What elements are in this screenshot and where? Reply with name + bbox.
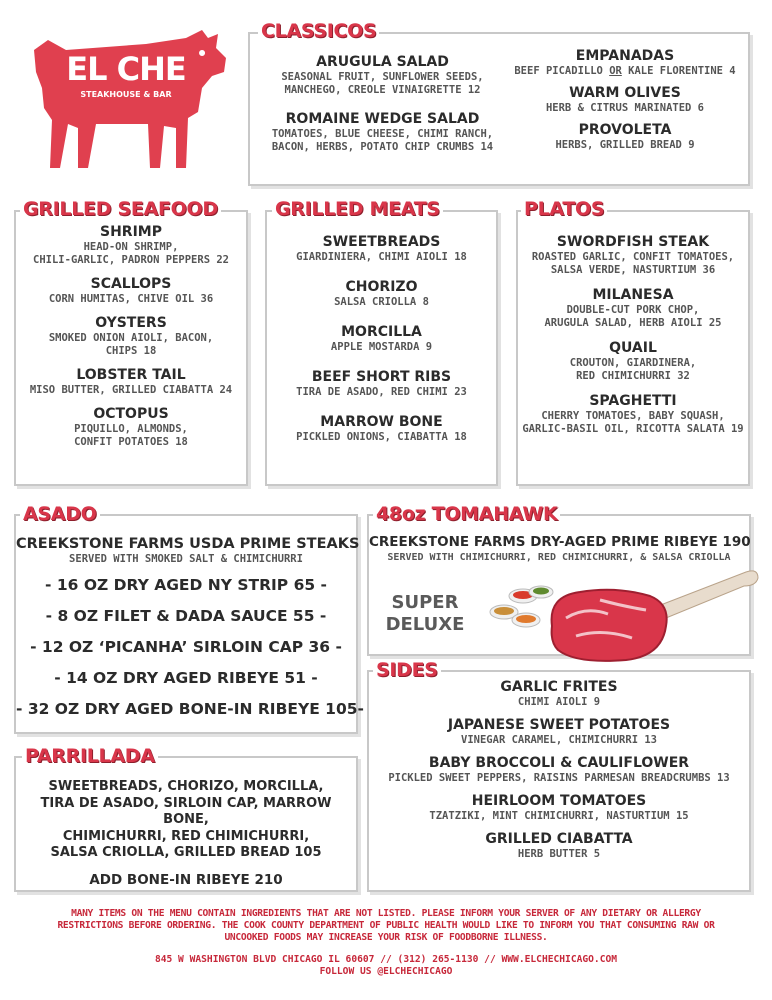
steak-option: - 12 OZ ‘PICANHA’ SIRLOIN CAP 36 - xyxy=(30,638,342,656)
menu-item xyxy=(518,340,748,383)
section-title-tomahawk: 48oz TOMAHAWK xyxy=(373,503,560,525)
footer-address: 845 W WASHINGTON BLVD CHICAGO IL 60607 // (312) 265-1130 // WWW.ELCHECHICAGO.COM xyxy=(154,954,618,965)
footer-disclaimer: MANY ITEMS ON THE MENU CONTAIN INGREDIENTS THAT ARE NOT LISTED. PLEASE INFORM YOUR SERVER OF ANY DIETARY OR ALLERGY RESTRICTIONS BEFORE ORDERING. THE COOK COUNTY DEPARTMENT OF PUBLIC HEALTH WOULD LIKE TO INFORM YOU THAT CONSUMING RAW OR UNCOOKED FOODS MAY INCREASE YOUR RISK OF FOODBORNE ILLNESS. xyxy=(57,908,715,943)
tomahawk-heading: CREEKSTONE FARMS DRY-AGED PRIME RIBEYE 190 xyxy=(369,534,751,550)
section-title-meats: GRILLED MEATS xyxy=(272,198,443,220)
item-description: TOMATOES, BLUE CHEESE, CHIMI RANCH, BACON, HERBS, POTATO CHIP CRUMBS 14 xyxy=(271,128,494,153)
item-description: HERB BUTTER 5 xyxy=(517,848,601,860)
menu-item xyxy=(16,276,246,306)
parrillada-body: SWEETBREADS, CHORIZO, MORCILLA, TIRA DE ASADO, SIRLOIN CAP, MARROW BONE, CHIMICHURRI, RED CHIMICHURRI, SALSA CRIOLLA, GRILLED BREAD 105 xyxy=(40,779,332,860)
desc-part: KALE FLORENTINE 4 xyxy=(621,65,736,77)
clasicos-left-column xyxy=(260,54,505,163)
section-title-sides: SIDES xyxy=(373,659,441,681)
item-description: HERB & CITRUS MARINATED 6 xyxy=(545,102,705,114)
item-name: OCTOPUS xyxy=(93,406,169,422)
item-name: WARM OLIVES xyxy=(569,85,681,101)
item-name: MORCILLA xyxy=(341,324,422,340)
item-description: SEASONAL FRUIT, SUNFLOWER SEEDS, MANCHEGO, CREOLE VINAIGRETTE 12 xyxy=(281,71,484,96)
steak-option: - 14 OZ DRY AGED RIBEYE 51 - xyxy=(54,669,318,687)
logo-tagline: STEAKHOUSE & BAR xyxy=(80,90,172,99)
item-name: SWORDFISH STEAK xyxy=(556,234,710,250)
item-description: SALSA CRIOLLA 8 xyxy=(334,296,429,308)
desc-or: OR xyxy=(609,65,622,77)
item-description: DOUBLE-CUT PORK CHOP, ARUGULA SALAD, HERB AIOLI 25 xyxy=(544,304,722,329)
platos-list xyxy=(518,234,748,445)
item-description: VINEGAR CARAMEL, CHIMICHURRI 13 xyxy=(461,734,657,746)
menu-item xyxy=(369,793,749,823)
item-description: SMOKED ONION AIOLI, BACON, CHIPS 18 xyxy=(48,332,214,357)
steak-option: - 8 OZ FILET & DADA SAUCE 55 - xyxy=(45,607,327,625)
asado-heading: CREEKSTONE FARMS USDA PRIME STEAKS xyxy=(16,536,360,552)
meats-list xyxy=(267,234,496,453)
item-description: CHIMI AIOLI 9 xyxy=(517,696,601,708)
steak-option: - 16 OZ DRY AGED NY STRIP 65 - xyxy=(45,576,327,594)
item-description: ROASTED GARLIC, CONFIT TOMATOES, SALSA VERDE, NASTURTIUM 36 xyxy=(531,251,735,276)
menu-item xyxy=(505,85,745,115)
tomahawk-content xyxy=(369,534,749,564)
item-description: MISO BUTTER, GRILLED CIABATTA 24 xyxy=(29,384,233,396)
el-che-logo xyxy=(26,28,231,178)
item-name: JAPANESE SWEET POTATOES xyxy=(447,717,671,733)
item-name: EMPANADAS xyxy=(575,48,675,64)
badge-line: SUPER xyxy=(391,592,459,613)
item-description: HERBS, GRILLED BREAD 9 xyxy=(555,139,695,151)
item-name: SHRIMP xyxy=(100,224,162,240)
item-name: ARUGULA SALAD xyxy=(316,54,449,70)
super-deluxe-badge xyxy=(380,592,470,636)
menu-item xyxy=(518,393,748,436)
item-description: HEAD-ON SHRIMP, CHILI-GARLIC, PADRON PEPPERS 22 xyxy=(33,241,229,266)
desc-part: BEEF PICADILLO xyxy=(514,65,610,77)
sides-list xyxy=(369,679,749,870)
item-name: SCALLOPS xyxy=(90,276,172,292)
item-name: HEIRLOOM TOMATOES xyxy=(471,793,647,809)
item-name: CHORIZO xyxy=(345,279,418,295)
menu-item xyxy=(16,367,246,397)
item-name: OYSTERS xyxy=(95,315,167,331)
menu-item xyxy=(518,287,748,330)
item-description: TZATZIKI, MINT CHIMICHURRI, NASTURTIUM 15 xyxy=(429,810,689,822)
item-name: QUAIL xyxy=(609,340,657,356)
item-description: PICKLED SWEET PEPPERS, RAISINS PARMESAN BREADCRUMBS 13 xyxy=(388,772,730,784)
item-name: SWEETBREADS xyxy=(322,234,441,250)
item-name: BABY BROCCOLI & CAULIFLOWER xyxy=(428,755,690,771)
menu-item xyxy=(505,48,745,78)
badge-line: DELUXE xyxy=(385,614,465,635)
item-name: GARLIC FRITES xyxy=(500,679,618,695)
item-name: PROVOLETA xyxy=(578,122,672,138)
item-name: ROMAINE WEDGE SALAD xyxy=(285,111,480,127)
menu-item xyxy=(267,234,496,264)
item-description: CROUTON, GIARDINERA, RED CHIMICHURRI 32 xyxy=(569,357,697,382)
item-description: GIARDINIERA, CHIMI AIOLI 18 xyxy=(296,251,467,263)
menu-item xyxy=(369,717,749,747)
parrillada-addon: ADD BONE-IN RIBEYE 210 xyxy=(89,871,283,888)
asado-subheading: SERVED WITH SMOKED SALT & CHIMICHURRI xyxy=(69,553,303,565)
item-description: PICKLED ONIONS, CIABATTA 18 xyxy=(296,431,467,443)
item-name: MILANESA xyxy=(592,287,674,303)
section-title-seafood: GRILLED SEAFOOD xyxy=(20,198,221,220)
section-title-clasicos: CLASSICOS xyxy=(258,20,379,42)
menu-item xyxy=(505,122,745,152)
section-title-platos: PLATOS xyxy=(521,198,607,220)
menu-item xyxy=(267,369,496,399)
asado-content xyxy=(16,536,364,725)
tomahawk-subheading: SERVED WITH CHIMICHURRI, RED CHIMICHURRI, & SALSA CRIOLLA xyxy=(387,552,731,563)
parrillada-content xyxy=(16,779,356,889)
item-name: MARROW BONE xyxy=(320,414,443,430)
logo-name: EL CHE xyxy=(66,50,186,88)
section-title-asado: ASADO xyxy=(20,503,100,525)
footer-social: FOLLOW US @ELCHECHICAGO xyxy=(319,966,453,977)
menu-item xyxy=(16,406,246,449)
menu-item xyxy=(260,111,505,154)
menu-item xyxy=(260,54,505,97)
item-name: BEEF SHORT RIBS xyxy=(311,369,452,385)
tomahawk-steak-icon xyxy=(546,566,760,666)
item-description: CHERRY TOMATOES, BABY SQUASH, GARLIC-BASIL OIL, RICOTTA SALATA 19 xyxy=(522,410,744,435)
menu-item xyxy=(369,831,749,861)
menu-item xyxy=(369,755,749,785)
menu-item xyxy=(16,315,246,358)
menu-item xyxy=(16,224,246,267)
clasicos-right-column xyxy=(505,48,745,161)
item-name: SPAGHETTI xyxy=(589,393,677,409)
item-name: GRILLED CIABATTA xyxy=(485,831,633,847)
item-name: LOBSTER TAIL xyxy=(76,367,186,383)
menu-item xyxy=(369,679,749,709)
menu-item xyxy=(267,414,496,444)
item-description: APPLE MOSTARDA 9 xyxy=(330,341,433,353)
menu-item xyxy=(267,279,496,309)
section-title-parrillada: PARRILLADA xyxy=(22,745,158,767)
menu-item xyxy=(267,324,496,354)
seafood-list xyxy=(16,224,246,458)
menu-item xyxy=(518,234,748,277)
item-description: CORN HUMITAS, CHIVE OIL 36 xyxy=(48,293,214,305)
footer xyxy=(0,908,772,978)
item-description: PIQUILLO, ALMONDS, CONFIT POTATOES 18 xyxy=(74,423,188,448)
item-description xyxy=(505,65,745,78)
steak-option: - 32 OZ DRY AGED BONE-IN RIBEYE 105- xyxy=(16,700,364,718)
item-description: TIRA DE ASADO, RED CHIMI 23 xyxy=(296,386,467,398)
